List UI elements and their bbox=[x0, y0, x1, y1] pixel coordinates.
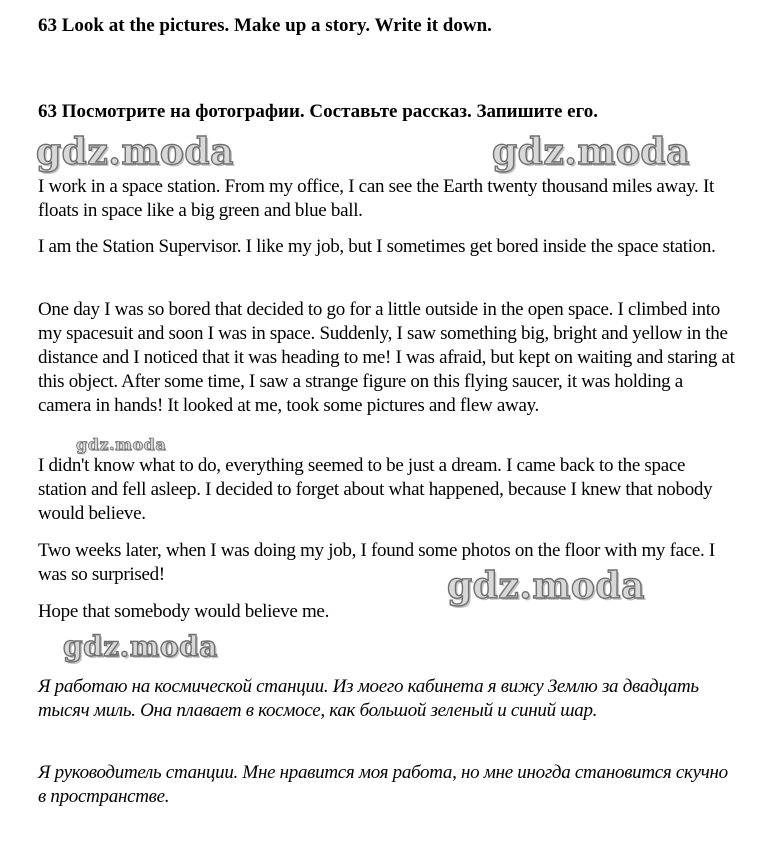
story-paragraph: Two weeks later, when I was doing my job, I found some photos on the floor with my face. I was so surprised! bbox=[38, 540, 715, 585]
task-title-russian: 63 Посмотрите на фотографии. Составьте рассказ. Запишите его. bbox=[38, 101, 598, 122]
story-paragraph: I didn't know what to do, everything seemed to be just a dream. I came back to the space station and fell asleep. I decided to forget about what happened, because I knew that nobody would believe. bbox=[38, 455, 713, 524]
story-paragraph: Hope that somebody would believe me. bbox=[38, 601, 330, 622]
task-title-english: 63 Look at the pictures. Make up a story. Write it down. bbox=[38, 15, 492, 36]
watermark-logo: gdz.moda bbox=[36, 131, 234, 173]
watermark-logo: gdz.moda bbox=[447, 565, 645, 607]
story-paragraph: One day I was so bored that decided to go for a little outside in the open space. I climbed into my spacesuit and soon I was in space. Suddenly, I saw something big, bright and yellow in the distance and I noticed that it was heading to me! I was afraid, but kept on waiting and staring at this object. After some time, I saw a strange figure on this flying saucer, it was holding a camera in hands! It looked at me, took some pictures and flew away. bbox=[38, 299, 735, 416]
watermark-logo: gdz.moda bbox=[63, 630, 218, 663]
watermark-logo: gdz.moda bbox=[492, 131, 690, 173]
translation-paragraph: Я работаю на космической станции. Из моего кабинета я вижу Землю за двадцать тысяч миль. Она плавает в космосе, как большой зеленый и синий шар. bbox=[38, 676, 699, 721]
translation-paragraph: Я руководитель станции. Мне нравится моя работа, но мне иногда становится скучно в пространстве. bbox=[38, 762, 728, 807]
story-paragraph: I am the Station Supervisor. I like my job, but I sometimes get bored inside the space station. bbox=[38, 236, 716, 257]
watermark-logo: gdz.moda bbox=[76, 435, 167, 454]
story-paragraph: I work in a space station. From my office, I can see the Earth twenty thousand miles away. It floats in space like a big green and blue ball. bbox=[38, 176, 714, 221]
